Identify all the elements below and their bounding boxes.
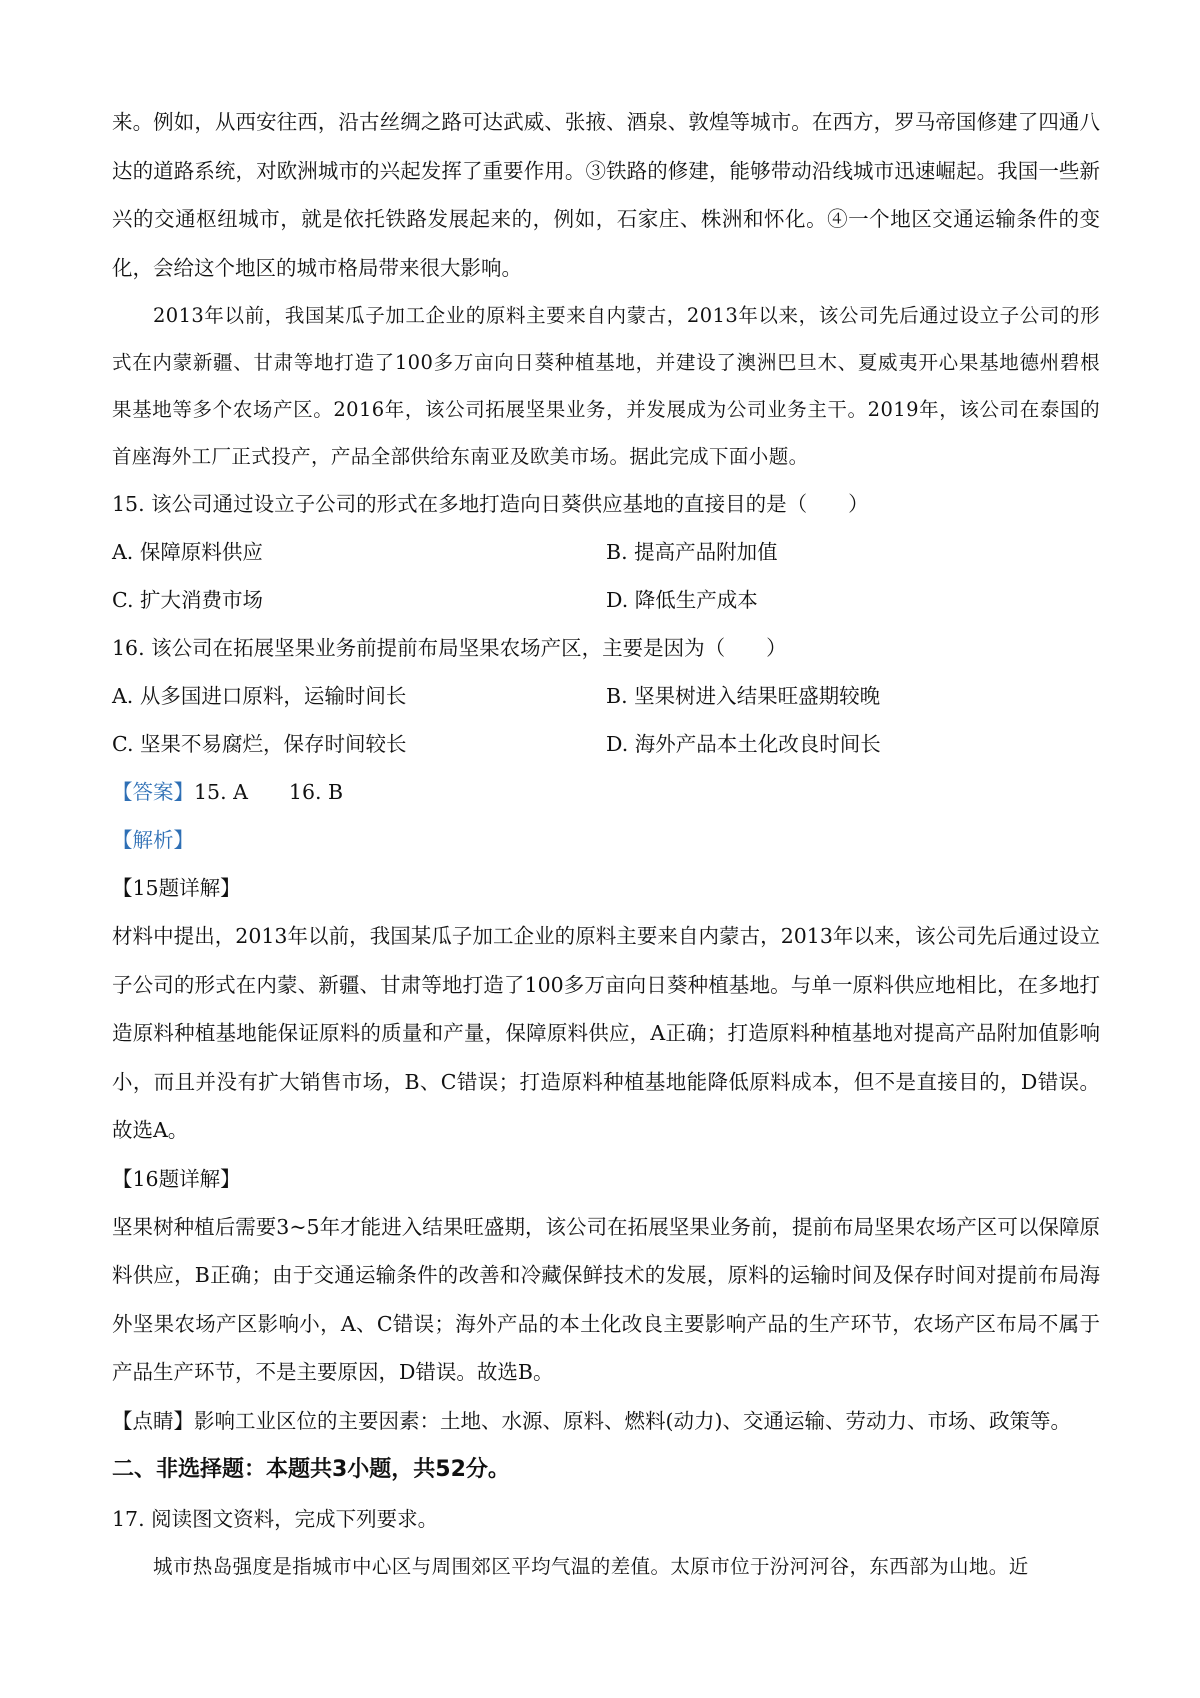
q16-option-d: D. 海外产品本土化改良时间长: [606, 732, 881, 756]
page-content: [112, 98, 1100, 1590]
comment-line: 【点睛】影响工业区位的主要因素：土地、水源、原料、燃料(动力)、交通运输、劳动力、市场、政策等。: [112, 1408, 1071, 1433]
q16-option-c: C. 坚果不易腐烂，保存时间较长: [112, 732, 407, 756]
analysis-label: 【解析】: [112, 828, 194, 852]
q15-option-b: B. 提高产品附加值: [606, 540, 778, 564]
question-16-stem: 16. 该公司在拓展坚果业务前提前布局坚果农场产区，主要是因为（ ）: [112, 636, 787, 660]
material-paragraph: 2013年以前，我国某瓜子加工企业的原料主要来自内蒙古，2013年以来，该公司先后通过设立子公司的形式在内蒙新疆、甘肃等地打造了100多万亩向日葵种植基地，并建设了澳洲巴旦木、夏威夷开心果基地德州碧根果基地等多个农场产区。2016年，该公司拓展坚果业务，并发展成为公司业务主干。2019年，该公司在泰国的首座海外工厂正式投产，产品全部供给东南亚及欧美市场。据此完成下面小题。: [112, 304, 1100, 468]
q15-option-c: C. 扩大消费市场: [112, 588, 263, 612]
q16-option-b: B. 坚果树进入结果旺盛期较晚: [606, 684, 881, 708]
question-15-stem: 15. 该公司通过设立子公司的形式在多地打造向日葵供应基地的直接目的是（ ）: [112, 492, 869, 516]
detail-15-title: 【15题详解】: [112, 876, 241, 900]
question-16-options-row-2: [112, 720, 1100, 768]
q16-option-a: A. 从多国进口原料，运输时间长: [112, 684, 407, 708]
q15-option-d: D. 降低生产成本: [606, 588, 758, 612]
answer-line: [112, 768, 1100, 816]
question-15-options-row-2: [112, 576, 1100, 624]
question-15-options-row-1: [112, 528, 1100, 576]
detail-16-title: 【16题详解】: [112, 1166, 241, 1191]
question-17-material: 城市热岛强度是指城市中心区与周围郊区平均气温的差值。太原市位于汾河河谷，东西部为山地。近: [153, 1554, 1029, 1578]
q15-option-a: A. 保障原料供应: [112, 540, 263, 564]
intro-paragraph: 来。例如，从西安往西，沿古丝绸之路可达武威、张掖、酒泉、敦煌等城市。在西方，罗马帝国修建了四通八达的道路系统，对欧洲城市的兴起发挥了重要作用。③铁路的修建，能够带动沿线城市迅速崛起。我国一些新兴的交通枢纽城市，就是依托铁路发展起来的，例如，石家庄、株洲和怀化。④一个地区交通运输条件的变化，会给这个地区的城市格局带来很大影响。: [112, 110, 1100, 280]
question-16-options-row-1: [112, 672, 1100, 720]
answer-text: 15. A 16. B: [194, 780, 344, 804]
detail-15-text: 材料中提出，2013年以前，我国某瓜子加工企业的原料主要来自内蒙古，2013年以来，该公司先后通过设立子公司的形式在内蒙、新疆、甘肃等地打造了100多万亩向日葵种植基地。与单一原料供应地相比，在多地打造原料种植基地能保证原料的质量和产量，保障原料供应，A正确；打造原料种植基地对提高产品附加值影响小，而且并没有扩大销售市场，B、C错误；打造原料种植基地能降低原料成本，但不是直接目的，D错误。故选A。: [112, 924, 1100, 1142]
detail-16-text: 坚果树种植后需要3~5年才能进入结果旺盛期，该公司在拓展坚果业务前，提前布局坚果农场产区可以保障原料供应，B正确；由于交通运输条件的改善和冷藏保鲜技术的发展，原料的运输时间及保存时间对提前布局海外坚果农场产区影响小，A、C错误；海外产品的本土化改良主要影响产品的生产环节，农场产区布局不属于产品生产环节，不是主要原因，D错误。故选B。: [112, 1214, 1100, 1384]
answer-label: 【答案】: [112, 780, 194, 804]
question-17-stem: 17. 阅读图文资料，完成下列要求。: [112, 1506, 439, 1531]
section-2-heading: 二、非选择题：本题共3小题，共52分。: [112, 1456, 510, 1482]
